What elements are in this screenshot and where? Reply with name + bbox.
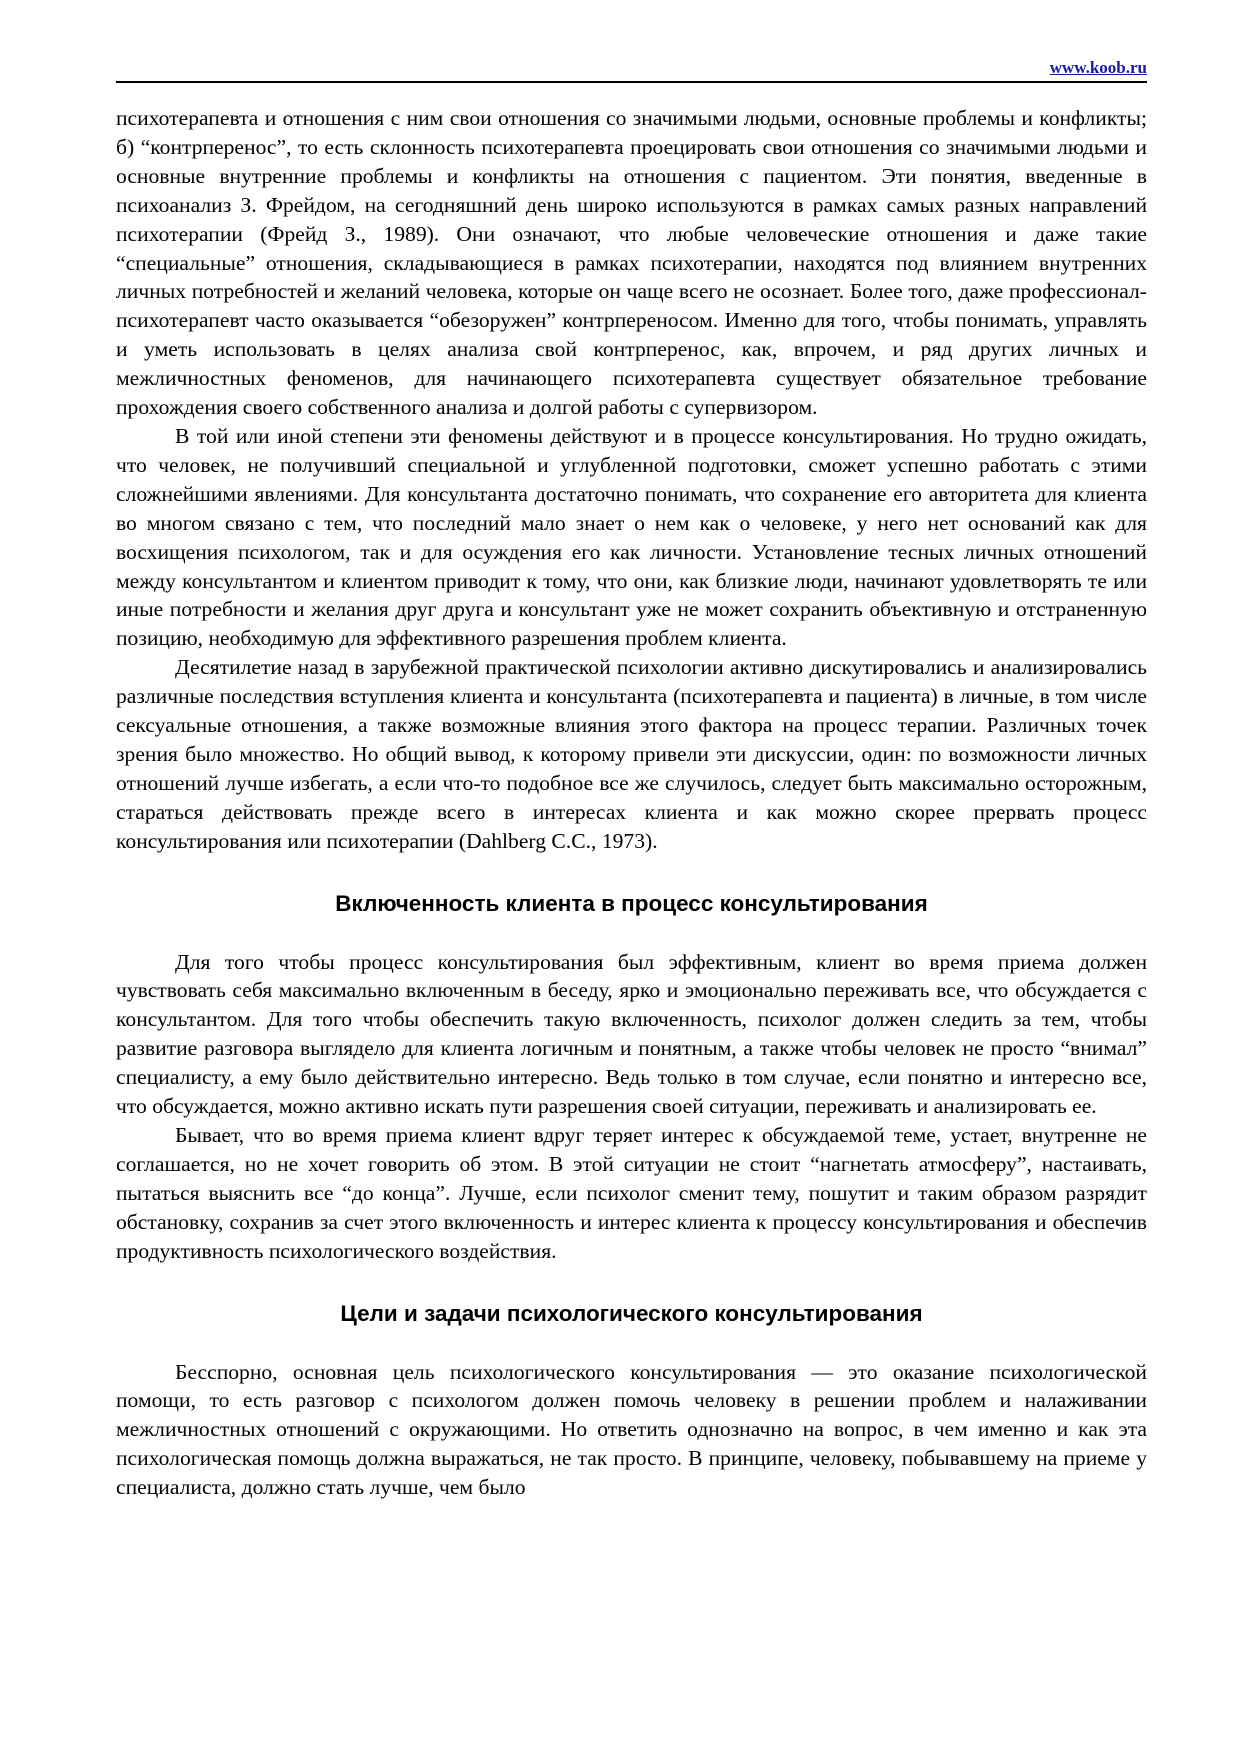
site-link[interactable]: www.koob.ru (1049, 58, 1147, 77)
header-divider (116, 81, 1147, 83)
paragraph-6: Бесспорно, основная цель психологического консультирования — это оказание психологической помощи, то есть разговор с психологом должен помочь человеку в решении проблем и налаживании межличностных отношений с окружающими. Но ответить однозначно на вопрос, в чем именно и как эта психологическая помощь должна выражаться, не так просто. В принципе, человеку, побывавшему на приеме у специалиста, должно стать лучше, чем было (116, 1359, 1147, 1500)
paragraph-1: психотерапевта и отношения с ним свои отношения со значимыми людьми, основные проблемы и конфликты; б) “контрперенос”, то есть склонность психотерапевта проецировать свои отношения со значимыми людьми и основные внутренние проблемы и конфликты на отношения с пациентом. Эти понятия, введенные в психоанализ З. Фрейдом, на сегодняшний день широко используются в рамках самых разных направлений психотерапии (Фрейд З., 1989). Они означают, что любые человеческие отношения и даже такие “специальные” отношения, складывающиеся в рамках психотерапии, находятся под влиянием внутренних личных потребностей и желаний человека, которые он чаще всего не осознает. Более того, даже профессионал-психотерапевт часто оказывается “обезоружен” контрпереносом. Именно для того, чтобы понимать, управлять и уметь использовать в целях анализа свой контрперенос, как, впрочем, и ряд других личных и межличностных феноменов, для начинающего психотерапевта существует обязательное требование прохождения своего собственного анализа и долгой работы с супервизором. (116, 106, 1147, 420)
paragraph-3: Десятилетие назад в зарубежной практической психологии активно дискутировались и анализировались различные последствия вступления клиента и консультанта (психотерапевта и пациента) в личные, в том числе сексуальные отношения, а также возможные влияния этого фактора на процесс терапии. Различных точек зрения было множество. Но общий вывод, к которому привели эти дискуссии, один: по возможности личных отношений лучше избегать, а если что-то подобное все же случилось, следует быть максимально осторожным, стараться действовать прежде всего в интересах клиента и как можно скорее прервать процесс консультирования или психотерапии (Dahlberg C.C., 1973). (116, 655, 1147, 853)
paragraph-2: В той или иной степени эти феномены действуют и в процессе консультирования. Но трудно ожидать, что человек, не получивший специальной и углубленной подготовки, сможет успешно работать с этими сложнейшими явлениями. Для консультанта достаточно понимать, что сохранение его авторитета для клиента во многом связано с тем, что последний мало знает о нем как о человеке, у него нет оснований как для восхищения психологом, так и для осуждения его как личности. Установление тесных личных отношений между консультантом и клиентом приводит к тому, что они, как близкие люди, начинают удовлетворять те или иные потребности и желания друг друга и консультант уже не может сохранить объективную и отстраненную позицию, необходимую для эффективного разрешения проблем клиента. (116, 423, 1147, 651)
paragraph-4: Для того чтобы процесс консультирования был эффективным, клиент во время приема должен чувствовать себя максимально включенным в беседу, ярко и эмоционально переживать все, что обсуждается с консультантом. Для того чтобы обеспечить такую включенность, психолог должен следить за тем, чтобы развитие разговора выглядело для клиента логичным и понятным, а также чтобы человек не просто “внимал” специалисту, а ему было действительно интересно. Ведь только в том случае, если понятно и интересно все, что обсуждается, можно активно искать пути разрешения своей ситуации, переживать и анализировать ее. (116, 949, 1147, 1119)
paragraph-5: Бывает, что во время приема клиент вдруг теряет интерес к обсуждаемой теме, устает, внутренне не соглашается, но не хочет говорить об этом. В этой ситуации не стоит “нагнетать атмосферу”, настаивать, пытаться выяснить все “до конца”. Лучше, если психолог сменит тему, пошутит и таким образом разрядит обстановку, сохранив за счет этого включенность и интерес клиента к процессу консультирования и обеспечив продуктивность психологического воздействия. (116, 1123, 1147, 1263)
section-heading-client-involvement: Включенность клиента в процесс консультирования (335, 890, 928, 916)
section-heading-goals-tasks: Цели и задачи психологического консультирования (340, 1300, 923, 1326)
document-body (116, 104, 1147, 1502)
